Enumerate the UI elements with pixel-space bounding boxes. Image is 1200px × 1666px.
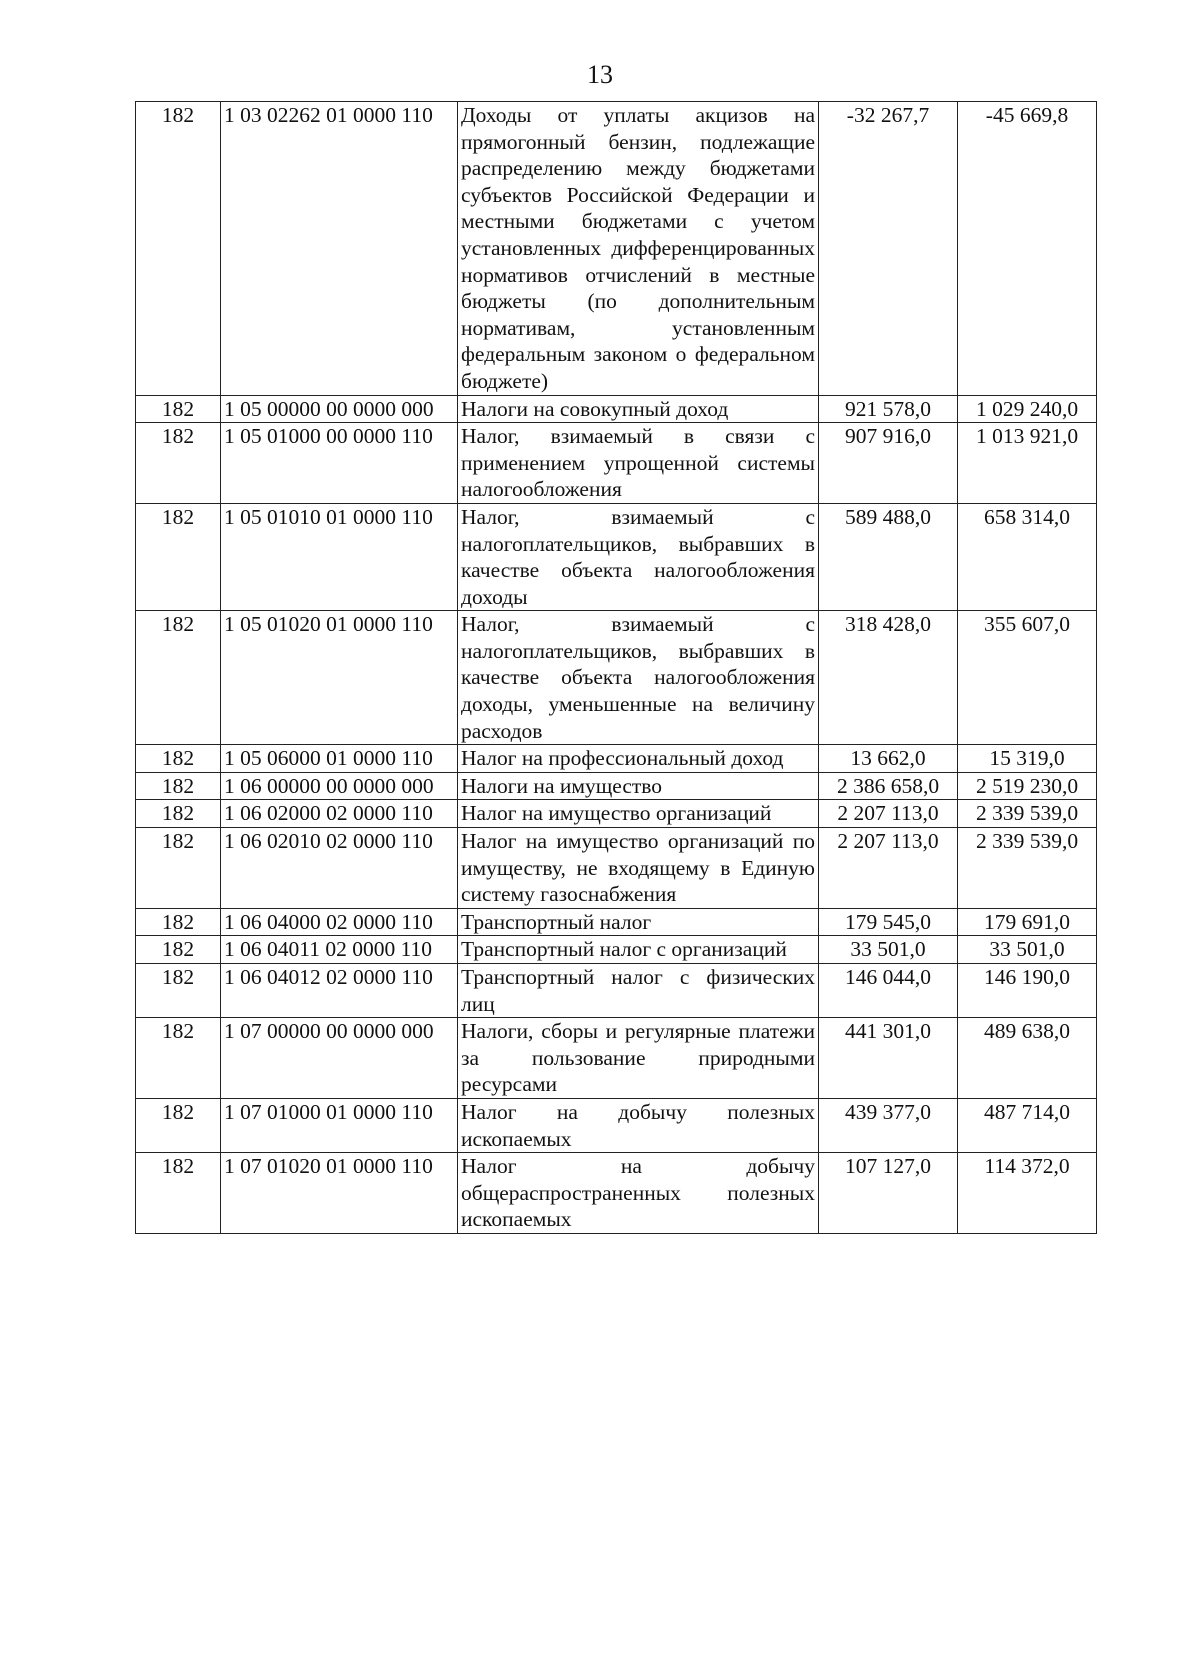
admin-code-cell: 182	[136, 395, 221, 423]
table-row	[136, 423, 1097, 504]
amount-year2-cell: 658 314,0	[958, 503, 1097, 610]
amount-year1-cell: 318 428,0	[819, 611, 958, 745]
table-row	[136, 745, 1097, 773]
table-row	[136, 828, 1097, 909]
table-row	[136, 936, 1097, 964]
table-row	[136, 611, 1097, 745]
budget-code-cell: 1 06 04000 02 0000 110	[221, 908, 458, 936]
budget-code-cell: 1 05 01010 01 0000 110	[221, 503, 458, 610]
amount-year1-cell: 921 578,0	[819, 395, 958, 423]
revenue-name-cell: Налог на добычу полезных ископаемых	[458, 1098, 819, 1152]
admin-code-cell: 182	[136, 423, 221, 504]
amount-year1-cell: 2 207 113,0	[819, 828, 958, 909]
revenue-name-cell: Налоги на имущество	[458, 772, 819, 800]
amount-year1-cell: 13 662,0	[819, 745, 958, 773]
amount-year1-cell: 907 916,0	[819, 423, 958, 504]
amount-year1-cell: 146 044,0	[819, 964, 958, 1018]
admin-code-cell: 182	[136, 611, 221, 745]
amount-year1-cell: 2 386 658,0	[819, 772, 958, 800]
revenue-name-cell: Транспортный налог с физических лиц	[458, 964, 819, 1018]
budget-code-cell: 1 07 01000 01 0000 110	[221, 1098, 458, 1152]
amount-year1-cell: 33 501,0	[819, 936, 958, 964]
revenue-name-cell: Налог, взимаемый в связи с применением упрощенной системы налогообложения	[458, 423, 819, 504]
table-row	[136, 1098, 1097, 1152]
budget-code-cell: 1 03 02262 01 0000 110	[221, 102, 458, 396]
revenue-name-cell: Налог на добычу общераспространенных полезных ископаемых	[458, 1153, 819, 1234]
revenue-name-cell: Налоги на совокупный доход	[458, 395, 819, 423]
revenue-name-cell: Налоги, сборы и регулярные платежи за пользование природными ресурсами	[458, 1018, 819, 1099]
amount-year1-cell: 179 545,0	[819, 908, 958, 936]
revenue-name-cell: Транспортный налог с организаций	[458, 936, 819, 964]
amount-year2-cell: 355 607,0	[958, 611, 1097, 745]
budget-code-cell: 1 06 02000 02 0000 110	[221, 800, 458, 828]
admin-code-cell: 182	[136, 800, 221, 828]
admin-code-cell: 182	[136, 1018, 221, 1099]
amount-year2-cell: -45 669,8	[958, 102, 1097, 396]
admin-code-cell: 182	[136, 1153, 221, 1234]
budget-code-cell: 1 06 02010 02 0000 110	[221, 828, 458, 909]
table-row	[136, 964, 1097, 1018]
revenue-table-body	[136, 102, 1097, 1234]
admin-code-cell: 182	[136, 908, 221, 936]
amount-year2-cell: 179 691,0	[958, 908, 1097, 936]
admin-code-cell: 182	[136, 503, 221, 610]
budget-code-cell: 1 07 01020 01 0000 110	[221, 1153, 458, 1234]
admin-code-cell: 182	[136, 964, 221, 1018]
table-row	[136, 772, 1097, 800]
table-row	[136, 800, 1097, 828]
table-row	[136, 503, 1097, 610]
budget-code-cell: 1 06 00000 00 0000 000	[221, 772, 458, 800]
table-row	[136, 1153, 1097, 1234]
revenue-name-cell: Налог на имущество организаций	[458, 800, 819, 828]
amount-year2-cell: 2 339 539,0	[958, 828, 1097, 909]
amount-year1-cell: 441 301,0	[819, 1018, 958, 1099]
budget-code-cell: 1 06 04011 02 0000 110	[221, 936, 458, 964]
page-number: 13	[587, 60, 613, 89]
amount-year1-cell: 439 377,0	[819, 1098, 958, 1152]
budget-code-cell: 1 06 04012 02 0000 110	[221, 964, 458, 1018]
revenue-table	[135, 101, 1097, 1234]
admin-code-cell: 182	[136, 828, 221, 909]
amount-year1-cell: 2 207 113,0	[819, 800, 958, 828]
admin-code-cell: 182	[136, 772, 221, 800]
budget-code-cell: 1 05 00000 00 0000 000	[221, 395, 458, 423]
amount-year2-cell: 33 501,0	[958, 936, 1097, 964]
budget-code-cell: 1 05 06000 01 0000 110	[221, 745, 458, 773]
amount-year2-cell: 1 013 921,0	[958, 423, 1097, 504]
table-row	[136, 908, 1097, 936]
table-row	[136, 395, 1097, 423]
admin-code-cell: 182	[136, 1098, 221, 1152]
amount-year2-cell: 2 339 539,0	[958, 800, 1097, 828]
admin-code-cell: 182	[136, 936, 221, 964]
budget-code-cell: 1 05 01020 01 0000 110	[221, 611, 458, 745]
revenue-name-cell: Налог на профессиональный доход	[458, 745, 819, 773]
amount-year1-cell: 589 488,0	[819, 503, 958, 610]
table-row	[136, 102, 1097, 396]
table-row	[136, 1018, 1097, 1099]
revenue-name-cell: Налог, взимаемый с налогоплательщиков, выбравших в качестве объекта налогообложения доходы	[458, 503, 819, 610]
admin-code-cell: 182	[136, 102, 221, 396]
amount-year2-cell: 489 638,0	[958, 1018, 1097, 1099]
revenue-name-cell: Транспортный налог	[458, 908, 819, 936]
budget-code-cell: 1 05 01000 00 0000 110	[221, 423, 458, 504]
amount-year2-cell: 1 029 240,0	[958, 395, 1097, 423]
revenue-name-cell: Налог, взимаемый с налогоплательщиков, выбравших в качестве объекта налогообложения доходы, уменьшенные на величину расходов	[458, 611, 819, 745]
budget-code-cell: 1 07 00000 00 0000 000	[221, 1018, 458, 1099]
revenue-name-cell: Доходы от уплаты акцизов на прямогонный бензин, подлежащие распределению между бюджетами субъектов Российской Федерации и местными бюджетами с учетом установленных дифференцированных нормативов отчислений в местные бюджеты (по дополнительным нормативам, установленным федеральным законом о федеральном бюджете)	[458, 102, 819, 396]
amount-year2-cell: 146 190,0	[958, 964, 1097, 1018]
revenue-name-cell: Налог на имущество организаций по имуществу, не входящему в Единую систему газоснабжения	[458, 828, 819, 909]
admin-code-cell: 182	[136, 745, 221, 773]
amount-year2-cell: 2 519 230,0	[958, 772, 1097, 800]
amount-year2-cell: 15 319,0	[958, 745, 1097, 773]
amount-year2-cell: 487 714,0	[958, 1098, 1097, 1152]
amount-year1-cell: -32 267,7	[819, 102, 958, 396]
amount-year1-cell: 107 127,0	[819, 1153, 958, 1234]
amount-year2-cell: 114 372,0	[958, 1153, 1097, 1234]
